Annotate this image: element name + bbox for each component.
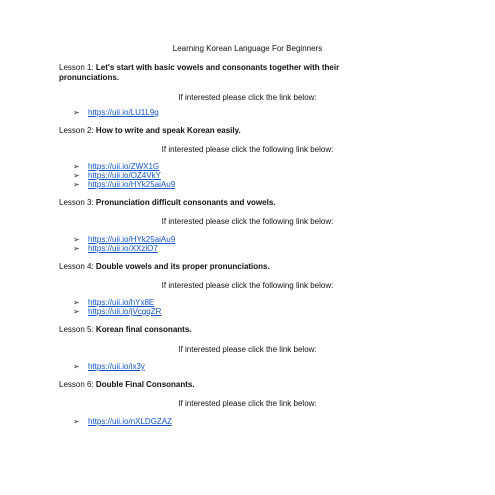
link[interactable]: https://uii.io/OZ4VkY <box>88 171 161 180</box>
arrow-bullet-icon: ➢ <box>73 417 80 426</box>
link[interactable]: https://uii.io/LU1L9g <box>88 108 159 117</box>
document-title: Learning Korean Language For Beginners <box>172 44 323 53</box>
lesson-3-links <box>73 235 175 253</box>
lesson-2-note: If interested please click the following link below: <box>161 145 334 154</box>
link[interactable]: https://uii.io/HYk25aiAu9 <box>88 235 176 244</box>
link[interactable]: https://uii.io/hYx8E <box>88 298 155 307</box>
lesson-1-links <box>73 108 159 117</box>
list-item <box>73 235 175 244</box>
lesson-3-heading <box>59 198 389 208</box>
arrow-bullet-icon: ➢ <box>73 171 80 180</box>
arrow-bullet-icon: ➢ <box>73 180 80 189</box>
lesson-5-links <box>73 362 145 371</box>
arrow-bullet-icon: ➢ <box>73 244 80 253</box>
list-item <box>73 307 161 316</box>
arrow-bullet-icon: ➢ <box>73 162 80 171</box>
link[interactable]: https://uii.io/ix3y <box>88 362 145 371</box>
link[interactable]: https://uii.io/jVcgqZR <box>88 307 162 316</box>
lesson-4-heading <box>59 262 389 272</box>
list-item <box>73 298 161 307</box>
lesson-6-note: If interested please click the link below: <box>178 399 317 408</box>
lesson-2-prefix: Lesson 2: <box>59 126 96 135</box>
lesson-1-prefix: Lesson 1: <box>59 63 96 72</box>
lesson-4-prefix: Lesson 4: <box>59 262 96 271</box>
lesson-5-heading <box>59 325 389 335</box>
lesson-5-note: If interested please click the link below: <box>178 345 317 354</box>
lesson-6-heading <box>59 380 389 390</box>
list-item <box>73 108 159 117</box>
arrow-bullet-icon: ➢ <box>73 108 80 117</box>
lesson-4-note: If interested please click the following link below: <box>161 281 334 290</box>
lesson-4-title: Double vowels and its proper pronunciations. <box>95 262 270 271</box>
lesson-6-links <box>73 417 172 426</box>
lesson-3-note: If interested please click the following link below: <box>161 217 334 226</box>
arrow-bullet-icon: ➢ <box>73 298 80 307</box>
link[interactable]: https://uii.io/nXLDGZAZ <box>88 417 173 426</box>
link[interactable]: https://uii.io/HYk25aiAu9 <box>88 180 176 189</box>
arrow-bullet-icon: ➢ <box>73 235 80 244</box>
arrow-bullet-icon: ➢ <box>73 362 80 371</box>
lesson-2-heading <box>59 126 389 136</box>
list-item <box>73 162 175 171</box>
lesson-2-title: How to write and speak Korean easily. <box>95 126 241 135</box>
lesson-5-title: Korean final consonants. <box>95 325 192 334</box>
link[interactable]: https://uii.io/XXzlO7 <box>88 244 158 253</box>
lesson-5-prefix: Lesson 5: <box>59 325 96 334</box>
lesson-2-links <box>73 162 175 189</box>
lesson-1-title: Let's start with basic vowels and consonants together with their pronunciations. <box>59 63 340 82</box>
link[interactable]: https://uii.io/ZWX1G <box>88 162 160 171</box>
arrow-bullet-icon: ➢ <box>73 307 80 316</box>
lesson-6-title: Double Final Consonants. <box>95 380 195 389</box>
list-item <box>73 171 175 180</box>
lesson-3-prefix: Lesson 3: <box>59 198 96 207</box>
lesson-4-links <box>73 298 161 316</box>
lesson-3-title: Pronunciation difficult consonants and vowels. <box>95 198 276 207</box>
list-item <box>73 417 172 426</box>
list-item <box>73 362 145 371</box>
lesson-1-heading <box>59 63 389 83</box>
list-item <box>73 180 175 189</box>
lesson-6-prefix: Lesson 6: <box>59 380 96 389</box>
lesson-1-note: If interested please click the link below: <box>178 93 317 102</box>
list-item <box>73 244 175 253</box>
